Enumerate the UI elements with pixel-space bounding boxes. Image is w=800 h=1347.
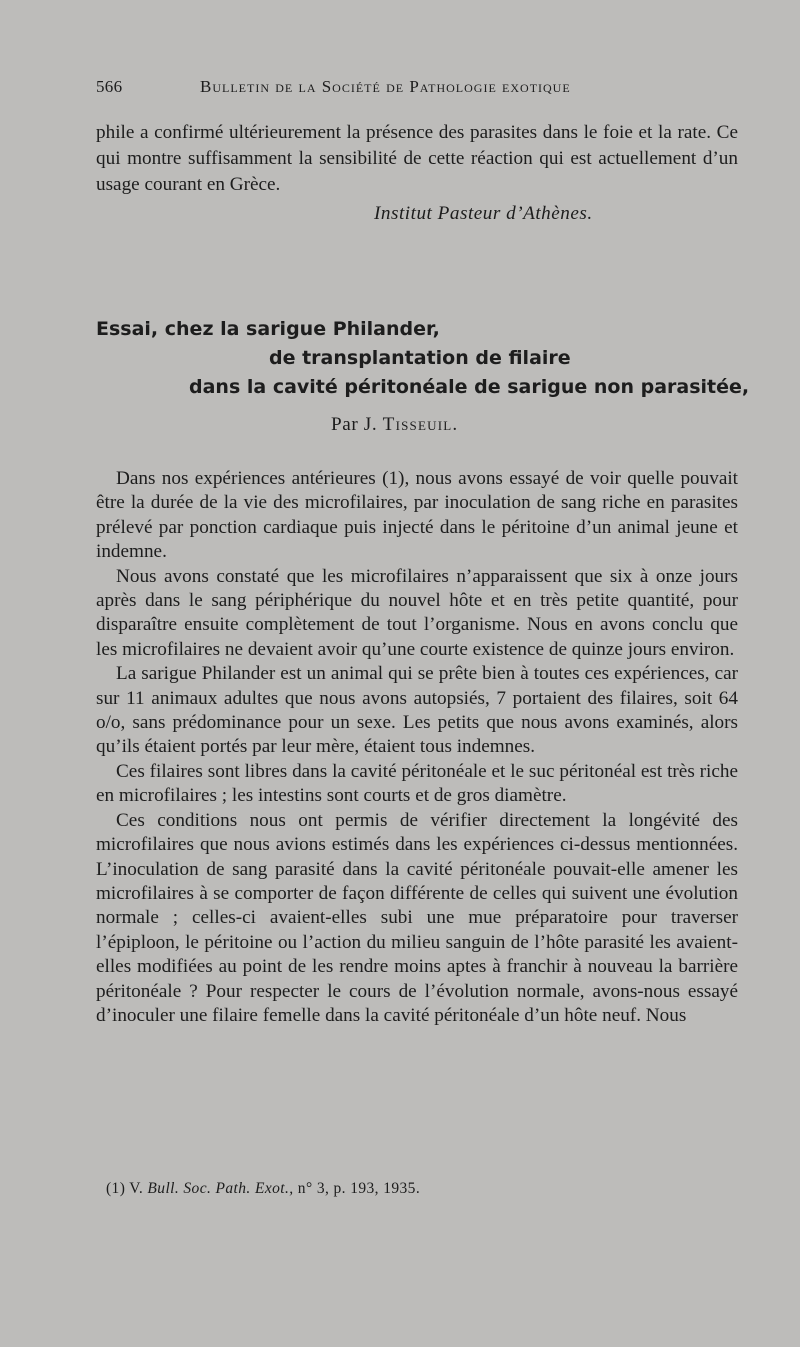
previous-article-continuation: phile a confirmé ultérieurement la présence des parasites dans le foie et la rate. Ce qui montre suffisamment la sensibilité de cette réaction qui est actuellement d’un usage courant en Grèce. (96, 122, 738, 195)
paragraph-5: Ces conditions nous ont permis de vérifier directement la longévité des microfilaires que nous avions estimés dans les expériences ci-dessus mentionnées. L’inoculation de sang parasité dans la cavité péritonéale pouvait-elle amener les microfilaires à se comporter de façon différente de celles qui suivent une évolution normale ; celles-ci avaient-elles subi une mue préparatoire pour traverser l’épiploon, le péritoine ou l’action du milieu sanguin de l’hôte parasité les avaient-elles modifiées au point de les rendre moins aptes à franchir à nouveau la barrière péritonéale ? Pour respecter le cours de l’évolution normale, avons-nous essayé d’inoculer une filaire femelle dans la cavité péritonéale d’un hôte neuf. Nous (96, 809, 738, 1026)
running-header (96, 77, 736, 105)
paragraph-2: Nous avons constaté que les microfilaires n’apparaissent que six à onze jours après dans le sang périphérique du nouvel hôte et en très petite quantité, pour disparaître ensuite complètement de tout l’organisme. Nous en avons conclu que les microfilaires ne devaient avoir qu’une courte existence de quinze jours environ. (96, 565, 738, 660)
footnote-marker: (1) V. (106, 1180, 144, 1197)
affiliation: Institut Pasteur d’Athènes. (374, 203, 593, 224)
article-body (96, 467, 738, 1028)
paragraph-1: Dans nos expériences antérieures (1), nous avons essayé de voir quelle pouvait être la durée de la vie des microfilaires, par inoculation de sang riche en parasites prélevé par ponction cardiaque puis injecté dans le péritoine d’un animal jeune et indemne. (96, 468, 738, 563)
footnote (106, 1180, 420, 1198)
footnote-details: n° 3, p. 193, 1935. (297, 1180, 421, 1197)
title-line-3: dans la cavité péritonéale de sarigue non parasitée, (189, 376, 750, 398)
paragraph-4: Ces filaires sont libres dans la cavité péritonéale et le suc péritonéal est très riche en microfilaires ; les intestins sont courts et de gros diamètre. (96, 760, 738, 807)
paragraph-3: La sarigue Philander est un animal qui se prête bien à toutes ces expériences, car sur 11 animaux adultes que nous avons autopsiés, 7 portaient des filaires, soit 64 o/o, sans prédominance pour un sexe. Les petits que nous avons examinés, alors qu’ils étaient portés par leur mère, étaient tous indemnes. (96, 663, 738, 758)
author-prefix: Par J. (331, 414, 378, 435)
title-line-1: Essai, chez la sarigue Philander, (96, 318, 440, 340)
page-number: 566 (96, 77, 123, 96)
journal-title: Bulletin de la Société de Pathologie exotique (200, 77, 571, 96)
footnote-journal: Bull. Soc. Path. Exot., (147, 1180, 294, 1197)
author-name: Tisseuil. (382, 414, 459, 435)
author-byline (331, 414, 458, 436)
title-line-2: de transplantation de filaire (269, 347, 571, 369)
